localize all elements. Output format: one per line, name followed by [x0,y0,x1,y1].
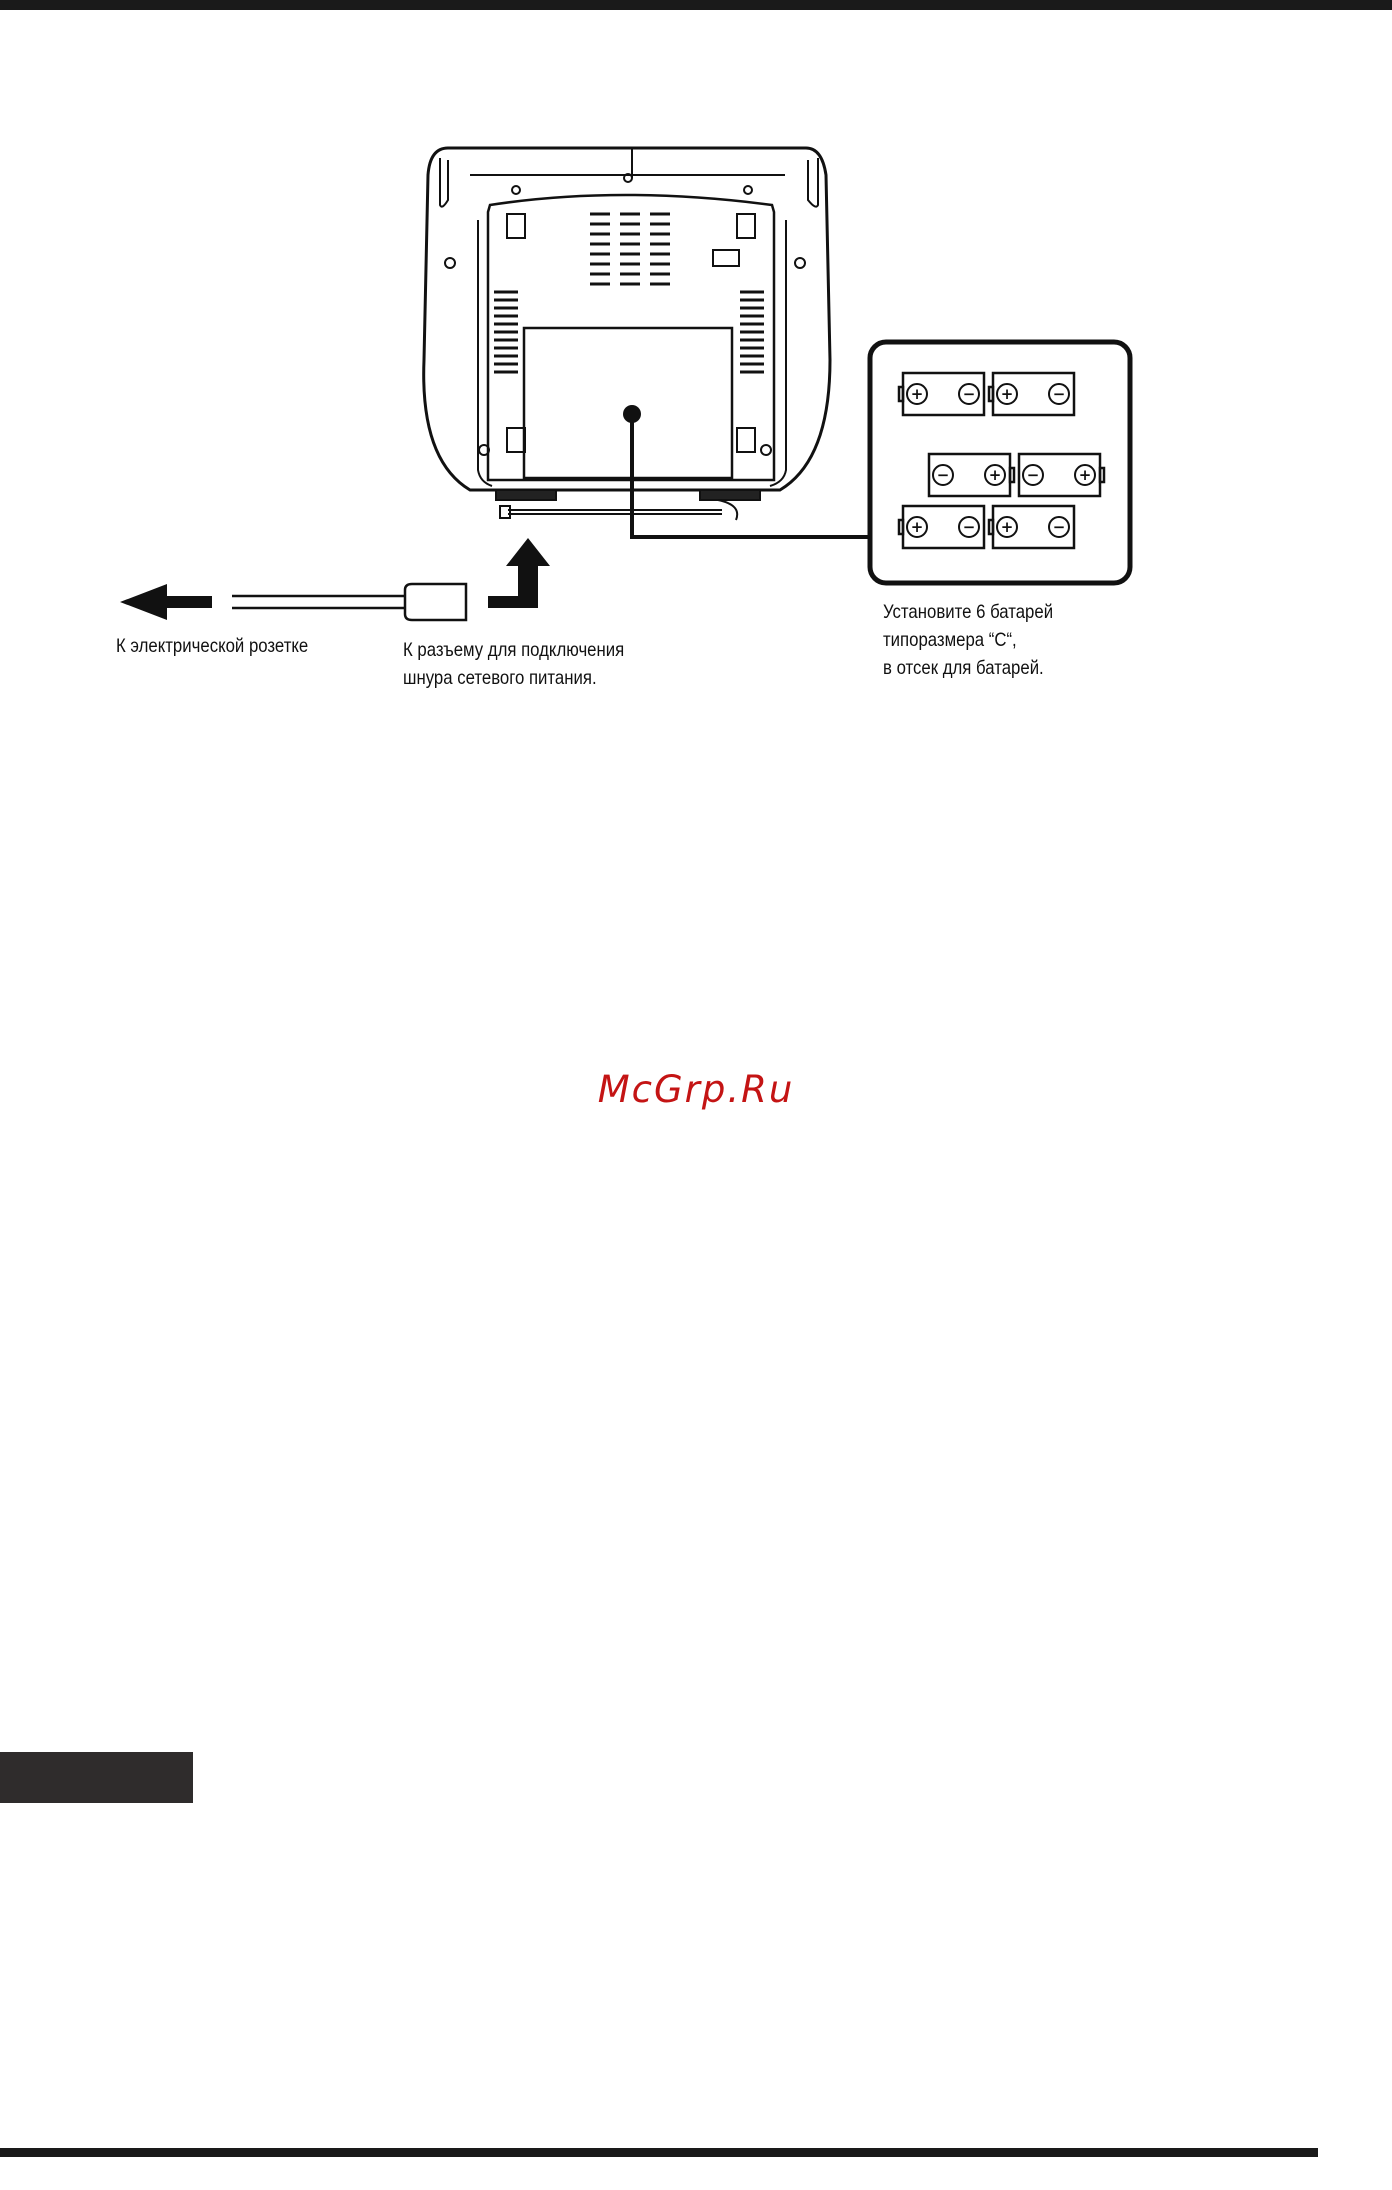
battery-3-right-terminal: + [984,464,1006,486]
arrow-to-connector-icon [488,538,550,608]
battery-1-right-terminal: − [958,383,980,405]
battery-4-right-terminal: + [1074,464,1096,486]
power-plug-icon [405,584,466,620]
rear-panel-illustration [0,0,1392,720]
battery-instruction-label: Установите 6 батарей типоразмера “C“, в отсек для батарей. [883,601,1054,679]
battery-6-right-terminal: − [1048,516,1070,538]
device-rear-housing [424,148,830,520]
battery-2-right-terminal: − [1048,383,1070,405]
battery-5-left-terminal: + [906,516,928,538]
power-cord-diagram [120,538,550,620]
battery-1-left-terminal: + [906,383,928,405]
battery-6-left-terminal: + [996,516,1018,538]
battery-2-left-terminal: + [996,383,1018,405]
outlet-label: К электрической розетке [116,635,309,657]
battery-3-left-terminal: − [932,464,954,486]
battery-callout-connector [623,405,870,537]
battery-5-right-terminal: − [958,516,980,538]
battery-4-left-terminal: − [1022,464,1044,486]
bottom-rule [0,2148,1318,2157]
page-tab [0,1752,193,1803]
connector-label: К разъему для подключения шнура сетевого питания. [403,639,625,689]
battery-compartment-detail [870,342,1130,583]
watermark: McGrp.Ru [597,1068,795,1111]
arrow-to-outlet-icon [120,584,212,620]
